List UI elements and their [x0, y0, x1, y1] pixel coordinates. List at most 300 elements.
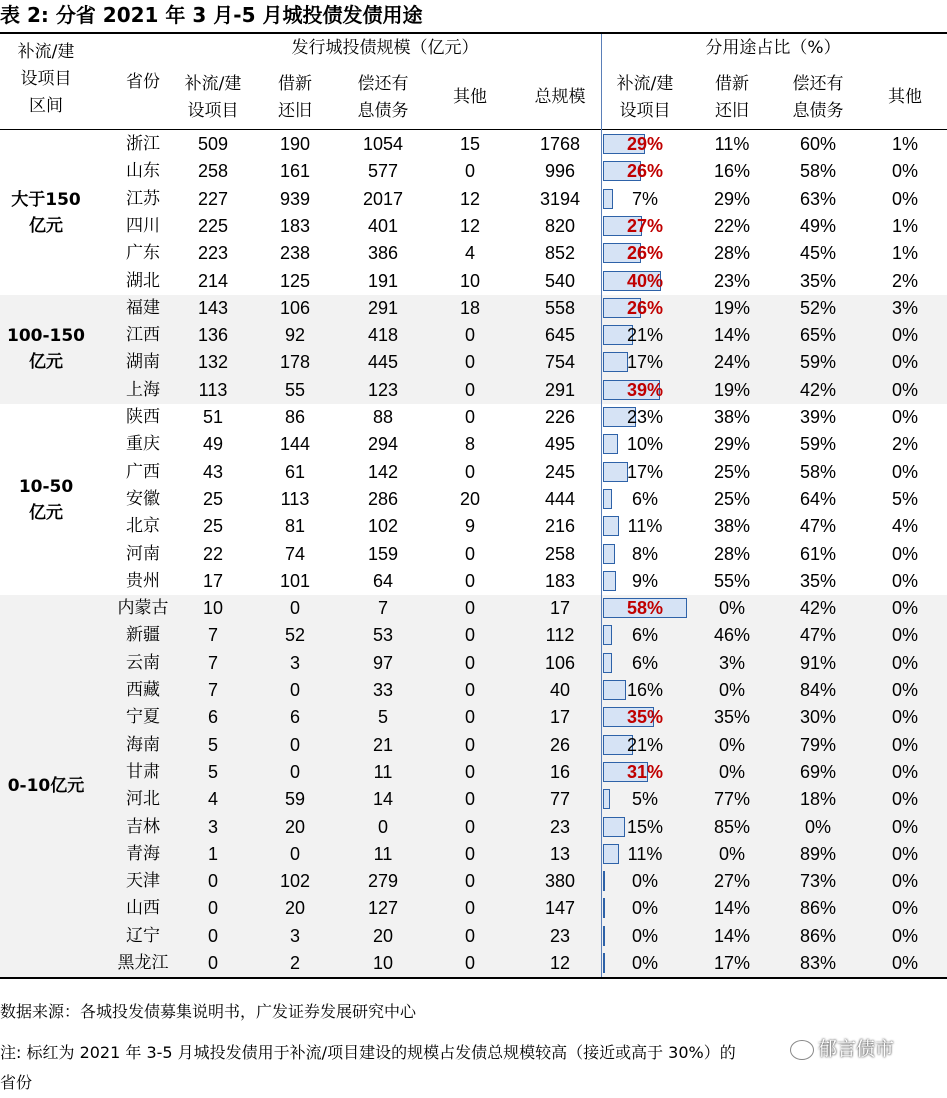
scale-col-header: 还旧 [278, 101, 312, 121]
province-cell: 新疆 [126, 625, 160, 646]
ratio-value-cell: 10% [626, 434, 664, 455]
province-header: 省份 [126, 72, 160, 92]
scale-value-cell: 0 [289, 843, 301, 864]
scale-value-cell: 577 [367, 161, 399, 182]
ratio-value-cell: 0% [891, 461, 919, 482]
ratio-value-cell: 39% [799, 407, 837, 427]
ratio-value-cell: 61% [799, 543, 837, 564]
scale-value-cell: 444 [544, 488, 576, 509]
scale-value-cell: 0 [377, 816, 389, 837]
ratio-value-cell: 7% [631, 188, 659, 209]
ratio-value-cell: 79% [799, 734, 837, 755]
ratio-value-cell: 55% [713, 570, 751, 591]
scale-value-cell: 1768 [539, 134, 581, 154]
ratio-col-header: 息债务 [792, 101, 844, 121]
ratio-value-cell: 25% [713, 488, 751, 509]
ratio-value-cell: 0% [631, 898, 659, 919]
scale-value-cell: 225 [197, 215, 229, 236]
ratio-bar [603, 953, 605, 973]
ratio-bar [603, 625, 612, 645]
ratio-value-cell: 0% [891, 816, 919, 837]
scale-value-cell: 7 [207, 652, 219, 673]
scale-value-cell: 5 [207, 734, 219, 755]
ratio-value-cell: 15% [626, 816, 664, 837]
table-row [0, 295, 947, 322]
scale-value-cell: 23 [549, 925, 571, 946]
scale-value-cell: 0 [207, 871, 219, 892]
ratio-bar [603, 871, 605, 891]
range-header-line: 区间 [29, 96, 63, 116]
scale-value-cell: 11 [373, 843, 393, 864]
scale-value-cell: 20 [284, 816, 306, 837]
province-cell: 海南 [126, 734, 160, 755]
ratio-value-cell: 89% [799, 843, 837, 864]
province-cell: 安徽 [126, 488, 160, 509]
table-row [0, 431, 947, 458]
ratio-value-cell: 86% [799, 898, 837, 919]
ratio-value-cell: 35% [799, 570, 837, 591]
table-row [0, 158, 947, 185]
scale-value-cell: 61 [284, 461, 306, 482]
scale-value-cell: 43 [202, 461, 224, 482]
scale-value-cell: 401 [367, 215, 399, 236]
scale-value-cell: 0 [289, 761, 301, 782]
scale-value-cell: 132 [197, 352, 229, 373]
scale-value-cell: 49 [202, 434, 224, 455]
scale-value-cell: 18 [459, 297, 481, 318]
ratio-value-cell: 0% [891, 898, 919, 919]
province-cell: 河南 [126, 543, 160, 564]
ratio-value-cell: 22% [713, 215, 751, 236]
ratio-value-cell: 47% [799, 625, 837, 646]
scale-value-cell: 226 [544, 407, 576, 427]
scale-value-cell: 125 [279, 270, 311, 291]
ratio-value-cell: 1% [891, 215, 919, 236]
ratio-value-cell: 0% [891, 925, 919, 946]
ratio-col-header: 借新 [715, 74, 749, 94]
ratio-value-cell: 2% [891, 270, 919, 291]
ratio-value-cell: 0% [718, 761, 746, 782]
scale-value-cell: 161 [279, 161, 311, 182]
scale-value-cell: 136 [197, 325, 229, 346]
watermark-text: 郁言债市 [818, 1038, 895, 1060]
ratio-value-cell: 73% [799, 871, 837, 892]
ratio-value-cell: 0% [891, 570, 919, 591]
scale-value-cell: 223 [197, 243, 229, 264]
ratio-value-cell: 16% [626, 680, 664, 700]
ratio-value-cell: 6% [631, 488, 659, 509]
ratio-value-cell: 29% [626, 134, 664, 154]
scale-value-cell: 6 [207, 707, 219, 728]
ratio-value-cell: 42% [799, 379, 837, 400]
scale-value-cell: 7 [377, 598, 389, 619]
ratio-value-cell: 5% [631, 789, 659, 810]
scale-value-cell: 25 [202, 488, 224, 509]
scale-value-cell: 445 [367, 352, 399, 373]
scale-value-cell: 53 [372, 625, 394, 646]
scale-value-cell: 0 [207, 898, 219, 919]
range-header-line: 设项目 [20, 69, 72, 89]
ratio-bar [603, 516, 619, 536]
ratio-value-cell: 38% [713, 407, 751, 427]
range-header-line: 补流/建 [17, 42, 75, 62]
ratio-value-cell: 35% [799, 270, 837, 291]
table-row [0, 677, 947, 704]
range-label: 亿元 [29, 352, 63, 373]
scale-value-cell: 10 [459, 270, 481, 291]
scale-value-cell: 113 [198, 379, 228, 400]
scale-value-cell: 12 [459, 215, 481, 236]
ratio-bar [603, 844, 619, 864]
ratio-value-cell: 11% [627, 516, 663, 537]
ratio-value-cell: 40% [626, 270, 664, 291]
scale-value-cell: 0 [464, 925, 476, 946]
scale-value-cell: 17 [549, 707, 571, 728]
scale-value-cell: 0 [464, 325, 476, 346]
ratio-value-cell: 38% [713, 516, 751, 537]
scale-value-cell: 852 [544, 243, 576, 264]
table-row [0, 868, 947, 895]
table-row [0, 541, 947, 568]
ratio-value-cell: 45% [799, 243, 837, 264]
scale-value-cell: 3 [207, 816, 219, 837]
scale-value-cell: 0 [464, 953, 476, 973]
ratio-col-header: 设项目 [619, 101, 671, 121]
scale-value-cell: 558 [544, 297, 576, 318]
ratio-value-cell: 17% [713, 953, 751, 973]
scale-value-cell: 0 [464, 871, 476, 892]
scale-value-cell: 0 [289, 598, 301, 619]
ratio-value-cell: 9% [631, 570, 659, 591]
scale-value-cell: 3 [289, 925, 301, 946]
scale-value-cell: 17 [549, 598, 571, 619]
scale-value-cell: 216 [544, 516, 576, 537]
table-row [0, 895, 947, 922]
scale-value-cell: 17 [202, 570, 224, 591]
table-row [0, 759, 947, 786]
ratio-value-cell: 0% [631, 953, 659, 973]
scale-col-header: 设项目 [187, 101, 239, 121]
ratio-value-cell: 8% [631, 543, 659, 564]
ratio-value-cell: 14% [713, 325, 751, 346]
ratio-value-cell: 29% [713, 188, 751, 209]
scale-value-cell: 939 [279, 188, 311, 209]
ratio-value-cell: 84% [799, 680, 837, 700]
scale-value-cell: 495 [544, 434, 576, 455]
scale-value-cell: 0 [207, 925, 219, 946]
ratio-value-cell: 26% [626, 161, 664, 182]
table-row [0, 322, 947, 349]
ratio-value-cell: 49% [799, 215, 837, 236]
ratio-bar [603, 926, 605, 946]
ratio-value-cell: 5% [891, 488, 919, 509]
scale-value-cell: 190 [279, 134, 311, 154]
scale-value-cell: 1 [207, 843, 219, 864]
scale-value-cell: 0 [464, 843, 476, 864]
scale-value-cell: 291 [544, 379, 576, 400]
ratio-bar [603, 898, 605, 918]
ratio-value-cell: 65% [799, 325, 837, 346]
ratio-value-cell: 30% [799, 707, 837, 728]
scale-value-cell: 5 [377, 707, 389, 728]
ratio-value-cell: 47% [799, 516, 837, 537]
scale-value-cell: 754 [544, 352, 576, 373]
scale-value-cell: 380 [544, 871, 576, 892]
scale-value-cell: 0 [464, 625, 476, 646]
scale-value-cell: 279 [367, 871, 399, 892]
scale-col-header: 总规模 [534, 87, 586, 107]
scale-value-cell: 33 [372, 680, 394, 700]
ratio-value-cell: 21% [626, 325, 664, 346]
ratio-value-cell: 0% [891, 843, 919, 864]
scale-value-cell: 20 [459, 488, 481, 509]
scale-value-cell: 97 [372, 652, 394, 673]
province-cell: 吉林 [126, 816, 160, 837]
ratio-value-cell: 52% [799, 297, 837, 318]
ratio-divider [601, 34, 602, 977]
province-cell: 甘肃 [126, 761, 160, 782]
ratio-value-cell: 0% [631, 925, 659, 946]
scale-value-cell: 15 [459, 134, 481, 154]
scale-value-cell: 0 [464, 761, 476, 782]
ratio-value-cell: 0% [891, 352, 919, 373]
scale-value-cell: 12 [459, 188, 481, 209]
province-cell: 黑龙江 [117, 953, 169, 973]
ratio-value-cell: 24% [713, 352, 751, 373]
ratio-value-cell: 0% [891, 407, 919, 427]
ratio-bar [603, 352, 628, 372]
ratio-value-cell: 14% [713, 898, 751, 919]
ratio-value-cell: 0% [891, 325, 919, 346]
scale-value-cell: 294 [367, 434, 399, 455]
scale-value-cell: 540 [544, 270, 576, 291]
province-cell: 福建 [126, 297, 160, 318]
ratio-bar [603, 817, 625, 837]
scale-value-cell: 86 [284, 407, 306, 427]
province-cell: 山东 [126, 161, 160, 182]
table-row [0, 595, 947, 622]
ratio-value-cell: 0% [891, 652, 919, 673]
scale-value-cell: 178 [279, 352, 311, 373]
scale-value-cell: 16 [549, 761, 571, 782]
province-cell: 上海 [126, 379, 160, 400]
ratio-value-cell: 3% [718, 652, 746, 673]
table-row [0, 213, 947, 240]
scale-value-cell: 509 [197, 134, 229, 154]
scale-value-cell: 92 [284, 325, 306, 346]
scale-value-cell: 0 [464, 570, 476, 591]
ratio-bar [603, 789, 610, 809]
scale-value-cell: 81 [284, 516, 306, 537]
scale-col-header: 偿还有 [357, 74, 409, 94]
ratio-col-header: 补流/建 [616, 74, 674, 94]
ratio-value-cell: 28% [713, 543, 751, 564]
scale-value-cell: 286 [367, 488, 399, 509]
table-row [0, 377, 947, 404]
scale-value-cell: 113 [280, 488, 310, 509]
province-cell: 内蒙古 [117, 598, 169, 619]
ratio-value-cell: 6% [631, 652, 659, 673]
scale-value-cell: 7 [207, 625, 219, 646]
ratio-value-cell: 29% [713, 434, 751, 455]
scale-value-cell: 14 [372, 789, 394, 810]
province-cell: 山西 [126, 898, 160, 919]
scale-value-cell: 0 [464, 352, 476, 373]
scale-value-cell: 51 [202, 407, 224, 427]
scale-value-cell: 10 [202, 598, 224, 619]
table-row [0, 404, 947, 431]
province-cell: 江西 [126, 325, 160, 346]
scale-value-cell: 142 [367, 461, 399, 482]
ratio-group-header: 分用途占比（%） [705, 38, 841, 58]
ratio-value-cell: 27% [713, 871, 751, 892]
scale-value-cell: 291 [367, 297, 399, 318]
ratio-bar [603, 653, 612, 673]
table-row [0, 950, 947, 977]
ratio-value-cell: 59% [799, 434, 837, 455]
ratio-col-header: 其他 [888, 87, 922, 107]
ratio-value-cell: 2% [891, 434, 919, 455]
ratio-value-cell: 11% [627, 843, 663, 864]
scale-value-cell: 0 [464, 407, 476, 427]
table-bottom-rule [0, 977, 947, 979]
scale-group-header: 发行城投债规模（亿元） [291, 38, 479, 58]
scale-value-cell: 2017 [362, 188, 404, 209]
ratio-value-cell: 58% [799, 461, 837, 482]
scale-value-cell: 0 [464, 898, 476, 919]
scale-value-cell: 25 [202, 516, 224, 537]
province-cell: 宁夏 [126, 707, 160, 728]
province-cell: 重庆 [126, 434, 160, 455]
ratio-value-cell: 86% [799, 925, 837, 946]
ratio-bar [603, 680, 626, 700]
ratio-value-cell: 19% [713, 297, 751, 318]
ratio-value-cell: 0% [804, 816, 832, 837]
table-row [0, 240, 947, 267]
scale-value-cell: 23 [549, 816, 571, 837]
ratio-value-cell: 3% [891, 297, 919, 318]
table-row [0, 349, 947, 376]
ratio-value-cell: 23% [626, 407, 664, 427]
scale-value-cell: 40 [549, 680, 571, 700]
ratio-value-cell: 14% [713, 925, 751, 946]
scale-value-cell: 258 [544, 543, 576, 564]
ratio-value-cell: 0% [891, 161, 919, 182]
ratio-value-cell: 4% [891, 516, 919, 537]
scale-value-cell: 191 [367, 270, 399, 291]
scale-value-cell: 0 [464, 543, 476, 564]
scale-value-cell: 386 [367, 243, 399, 264]
ratio-value-cell: 60% [799, 134, 837, 154]
scale-value-cell: 127 [367, 898, 399, 919]
scale-value-cell: 3 [289, 652, 301, 673]
ratio-col-header: 还旧 [715, 101, 749, 121]
scale-value-cell: 26 [549, 734, 571, 755]
scale-value-cell: 418 [367, 325, 399, 346]
ratio-value-cell: 0% [891, 543, 919, 564]
wechat-icon [790, 1040, 814, 1060]
ratio-value-cell: 0% [891, 680, 919, 700]
ratio-value-cell: 1% [891, 243, 919, 264]
ratio-value-cell: 35% [626, 707, 664, 728]
ratio-value-cell: 35% [713, 707, 751, 728]
scale-value-cell: 10 [372, 953, 394, 973]
scale-value-cell: 21 [372, 734, 394, 755]
scale-value-cell: 13 [549, 843, 571, 864]
province-cell: 江苏 [126, 188, 160, 209]
scale-value-cell: 143 [197, 297, 229, 318]
ratio-value-cell: 0% [631, 871, 659, 892]
ratio-value-cell: 25% [713, 461, 751, 482]
scale-value-cell: 64 [372, 570, 394, 591]
scale-col-header: 借新 [278, 74, 312, 94]
ratio-bar [603, 462, 628, 482]
table-row [0, 486, 947, 513]
ratio-bar [603, 189, 613, 209]
scale-value-cell: 123 [367, 379, 399, 400]
province-cell: 湖北 [126, 270, 160, 291]
ratio-value-cell: 85% [713, 816, 751, 837]
ratio-value-cell: 1% [891, 134, 919, 154]
scale-value-cell: 645 [544, 325, 576, 346]
scale-value-cell: 22 [202, 543, 224, 564]
ratio-value-cell: 18% [799, 789, 837, 810]
scale-value-cell: 9 [464, 516, 476, 537]
scale-value-cell: 102 [279, 871, 311, 892]
scale-value-cell: 0 [464, 161, 476, 182]
ratio-value-cell: 63% [799, 188, 837, 209]
province-cell: 西藏 [126, 680, 160, 700]
ratio-bar [603, 544, 615, 564]
ratio-value-cell: 91% [799, 652, 837, 673]
scale-value-cell: 258 [197, 161, 229, 182]
province-cell: 贵州 [126, 570, 160, 591]
range-label: 100-150 [6, 326, 86, 347]
ratio-value-cell: 31% [626, 761, 664, 782]
scale-value-cell: 4 [207, 789, 219, 810]
table-row [0, 650, 947, 677]
ratio-value-cell: 39% [626, 379, 664, 400]
table-title: 表 2: 分省 2021 年 3 月-5 月城投债发债用途 [0, 3, 423, 27]
ratio-value-cell: 77% [713, 789, 751, 810]
scale-value-cell: 6 [289, 707, 301, 728]
footnote-line-2: 省份 [0, 1073, 33, 1092]
province-cell: 浙江 [126, 134, 160, 154]
scale-value-cell: 4 [464, 243, 476, 264]
scale-value-cell: 0 [464, 734, 476, 755]
scale-value-cell: 159 [367, 543, 399, 564]
range-label: 亿元 [29, 215, 63, 236]
ratio-value-cell: 16% [713, 161, 751, 182]
scale-value-cell: 0 [289, 680, 301, 700]
ratio-value-cell: 0% [891, 871, 919, 892]
scale-col-header: 息债务 [357, 101, 409, 121]
range-label: 0-10亿元 [7, 776, 85, 797]
province-cell: 陕西 [126, 407, 160, 427]
table-row [0, 131, 947, 158]
scale-value-cell: 1054 [362, 134, 404, 154]
scale-value-cell: 0 [464, 707, 476, 728]
table-row [0, 622, 947, 649]
ratio-value-cell: 64% [799, 488, 837, 509]
ratio-value-cell: 6% [631, 625, 659, 646]
ratio-value-cell: 0% [891, 625, 919, 646]
scale-value-cell: 144 [279, 434, 311, 455]
ratio-value-cell: 17% [626, 352, 664, 373]
scale-value-cell: 7 [207, 680, 219, 700]
province-cell: 辽宁 [126, 925, 160, 946]
scale-value-cell: 11 [373, 761, 393, 782]
